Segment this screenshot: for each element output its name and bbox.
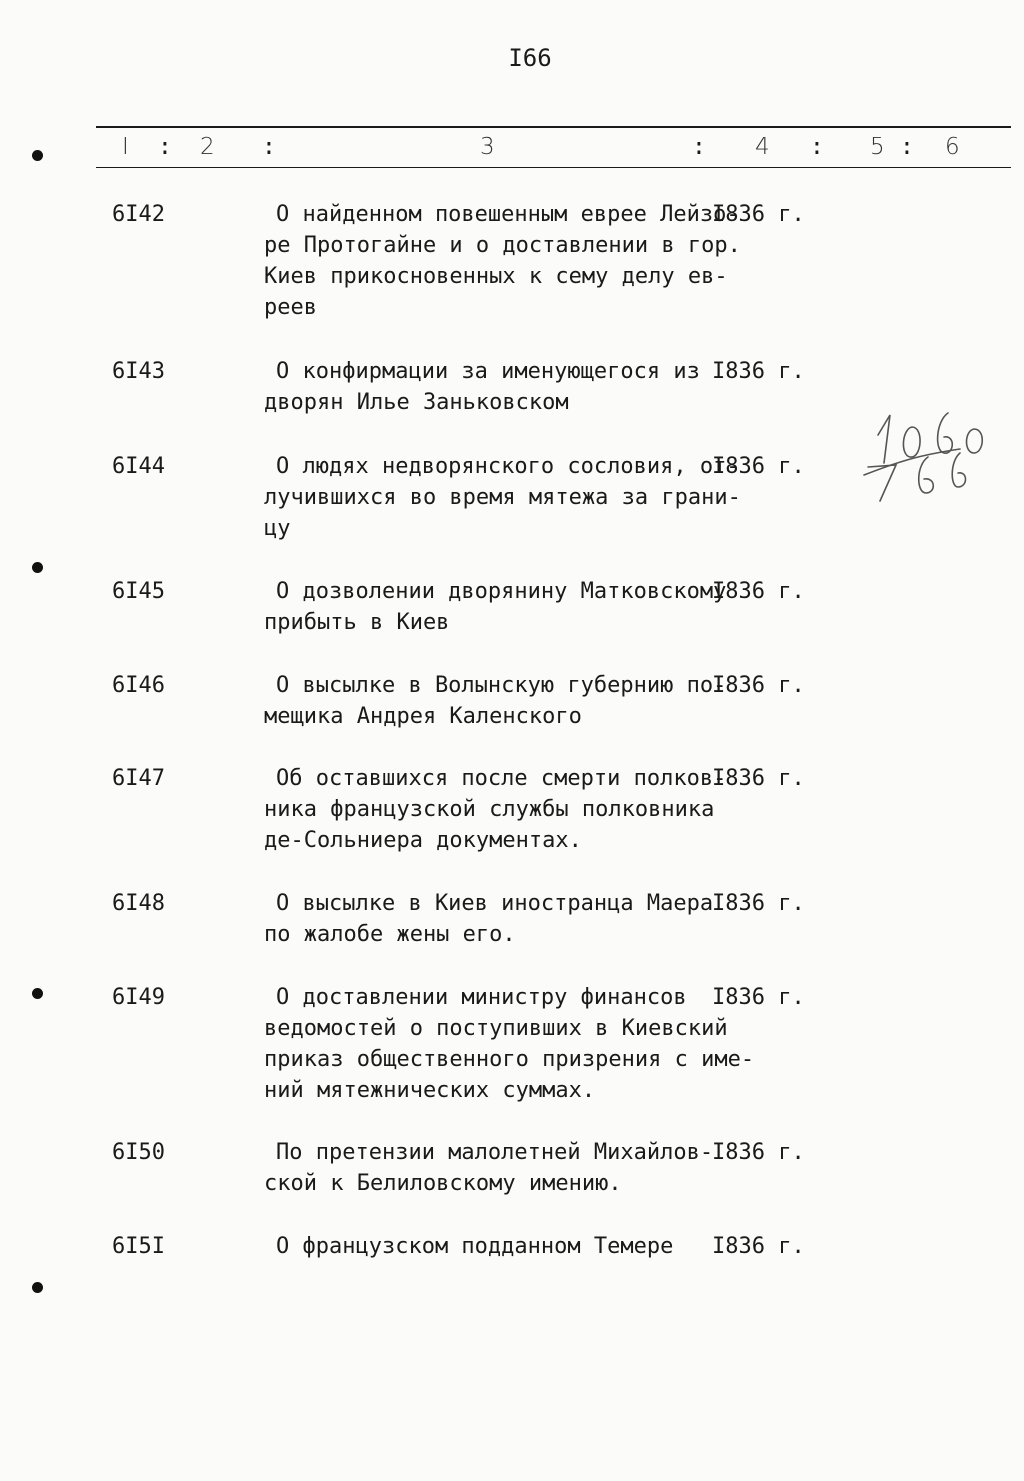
- entry-number: 6I50: [112, 1140, 165, 1165]
- column-separator: :: [158, 134, 172, 160]
- entry-number: 6I46: [112, 673, 165, 698]
- entry-date: I836 г.: [712, 202, 805, 227]
- entry-line: ний мятежнических суммах.: [264, 1078, 596, 1103]
- column-header-3: 3: [480, 134, 495, 160]
- header-rule-top: [96, 126, 1011, 128]
- entry-line: по жалобе жены его.: [264, 922, 516, 947]
- entry-date: I836 г.: [712, 1234, 805, 1259]
- entry-line: О высылке в Волынскую губернию по-: [276, 673, 727, 698]
- entry-line: Об оставшихся после смерти полков-: [276, 766, 727, 791]
- entry-date: I836 г.: [712, 1140, 805, 1165]
- entry-line: реев: [264, 295, 317, 320]
- binder-hole: [32, 988, 43, 999]
- entry-number: 6I48: [112, 891, 165, 916]
- entry-line: ника французской службы полковника: [264, 797, 715, 822]
- entry-date: I836 г.: [712, 766, 805, 791]
- entry-line: Киев прикосновенных к сему делу ев-: [264, 264, 728, 289]
- entry-line: ре Протогайне и о доставлении в гор.: [264, 233, 741, 258]
- handwritten-note: [850, 405, 1000, 515]
- entry-line: приказ общественного призрения с име-: [264, 1047, 755, 1072]
- entry-line: По претензии малолетней Михайлов-: [276, 1140, 714, 1165]
- entry-line: цу: [264, 516, 291, 541]
- entry-line: О высылке в Киев иностранца Маера: [276, 891, 714, 916]
- entry-date: I836 г.: [712, 579, 805, 604]
- entry-line: ской к Белиловскому имению.: [264, 1171, 622, 1196]
- entry-line: О дозволении дворянину Матковскому: [276, 579, 727, 604]
- page-number: I66: [508, 44, 552, 72]
- entry-date: I836 г.: [712, 359, 805, 384]
- entry-line: мещика Андрея Каленского: [264, 704, 582, 729]
- entry-line: дворян Илье Заньковском: [264, 390, 569, 415]
- header-rule-bottom: [96, 167, 1011, 168]
- column-header-6: 6: [945, 134, 960, 160]
- binder-hole: [32, 562, 43, 573]
- entry-number: 6I42: [112, 202, 165, 227]
- column-header-2: 2: [200, 134, 215, 160]
- entry-line: О найденном повешенным еврее Лейзо-: [276, 202, 740, 227]
- entry-line: лучившихся во время мятежа за грани-: [264, 485, 741, 510]
- entry-line: прибыть в Киев: [264, 610, 450, 635]
- entry-number: 6I47: [112, 766, 165, 791]
- entry-number: 6I43: [112, 359, 165, 384]
- entry-line: О доставлении министру финансов: [276, 985, 687, 1010]
- entry-line: О французском подданном Темере: [276, 1234, 674, 1259]
- column-header-5: 5: [870, 134, 885, 160]
- column-separator: :: [692, 134, 706, 160]
- column-separator: :: [810, 134, 824, 160]
- entry-number: 6I44: [112, 454, 165, 479]
- binder-hole: [32, 1282, 43, 1293]
- entry-line: ведомостей о поступивших в Киевский: [264, 1016, 728, 1041]
- binder-hole: [32, 150, 43, 161]
- column-separator: :: [262, 134, 276, 160]
- column-separator: :: [900, 134, 914, 160]
- entry-date: I836 г.: [712, 985, 805, 1010]
- entry-date: I836 г.: [712, 891, 805, 916]
- column-header-4: 4: [755, 134, 770, 160]
- entry-number: 6I45: [112, 579, 165, 604]
- entry-number: 6I49: [112, 985, 165, 1010]
- entry-number: 6I5I: [112, 1234, 165, 1259]
- entry-line: О конфирмации за именующегося из: [276, 359, 700, 384]
- column-header-1: I: [122, 134, 129, 160]
- entry-line: О людях недворянского сословия, от-: [276, 454, 740, 479]
- entry-line: де-Сольниера документах.: [264, 828, 582, 853]
- entry-date: I836 г.: [712, 454, 805, 479]
- entry-date: I836 г.: [712, 673, 805, 698]
